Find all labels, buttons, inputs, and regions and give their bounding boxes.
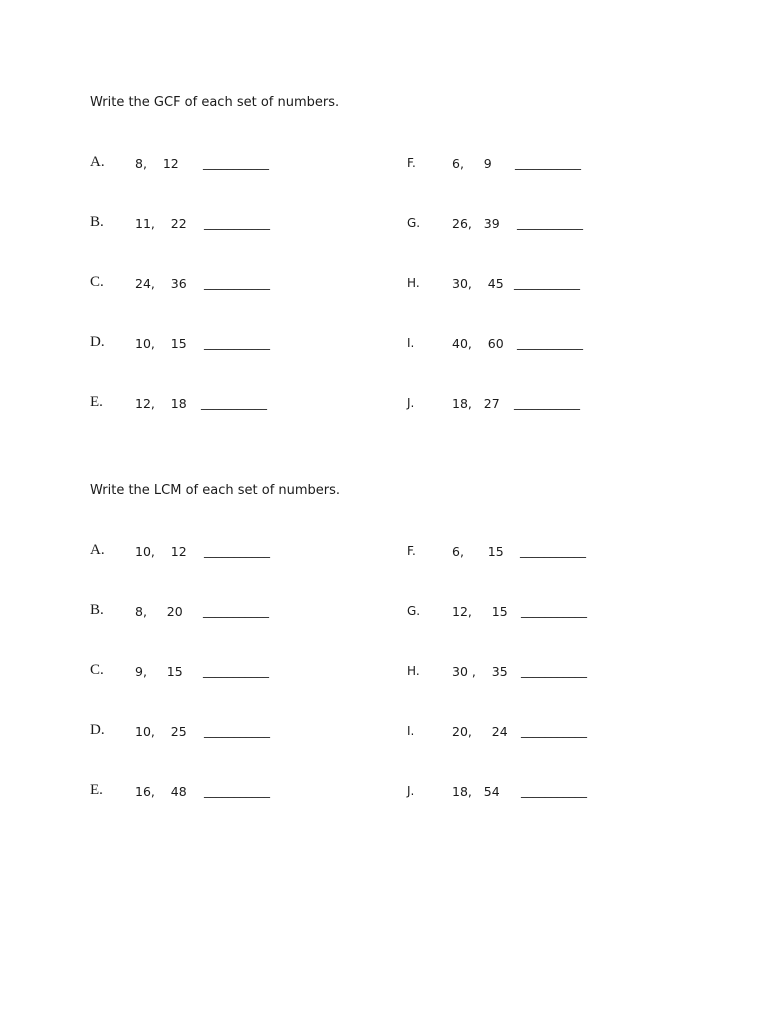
problem-letter: H. (407, 664, 420, 678)
problem-numbers: 8, 20 (135, 604, 183, 619)
problem-numbers: 18, 54 (452, 784, 500, 799)
answer-blank[interactable]: ___________ (521, 604, 587, 618)
problem-letter: J. (407, 784, 415, 798)
problem-numbers: 10, 12 (135, 544, 187, 559)
answer-blank[interactable]: ___________ (517, 216, 583, 230)
problem-letter: B. (90, 602, 104, 618)
problem-numbers: 11, 22 (135, 216, 187, 231)
problem-letter: I. (407, 336, 415, 350)
answer-blank[interactable]: ___________ (201, 396, 267, 410)
answer-blank[interactable]: ___________ (521, 784, 587, 798)
problem-letter: E. (90, 782, 103, 798)
problem-numbers: 12, 18 (135, 396, 187, 411)
answer-blank[interactable]: ___________ (514, 276, 580, 290)
answer-blank[interactable]: ___________ (203, 604, 269, 618)
problem-letter: D. (90, 334, 105, 350)
answer-blank[interactable]: ___________ (520, 544, 586, 558)
problem-numbers: 18, 27 (452, 396, 500, 411)
answer-blank[interactable]: ___________ (521, 664, 587, 678)
answer-blank[interactable]: ___________ (204, 784, 270, 798)
answer-blank[interactable]: ___________ (521, 724, 587, 738)
problem-numbers: 10, 25 (135, 724, 187, 739)
problem-letter: F. (407, 544, 416, 558)
problem-letter: E. (90, 394, 103, 410)
answer-blank[interactable]: ___________ (204, 724, 270, 738)
problem-numbers: 10, 15 (135, 336, 187, 351)
problem-numbers: 16, 48 (135, 784, 187, 799)
problem-numbers: 30, 45 (452, 276, 504, 291)
problem-numbers: 6, 15 (452, 544, 504, 559)
problem-letter: H. (407, 276, 420, 290)
problem-letter: G. (407, 216, 421, 230)
problem-letter: D. (90, 722, 105, 738)
answer-blank[interactable]: ___________ (517, 336, 583, 350)
problem-numbers: 26, 39 (452, 216, 500, 231)
answer-blank[interactable]: ___________ (204, 544, 270, 558)
answer-blank[interactable]: ___________ (204, 336, 270, 350)
problem-letter: C. (90, 274, 104, 290)
problem-numbers: 30 , 35 (452, 664, 508, 679)
problem-letter: F. (407, 156, 416, 170)
problem-numbers: 40, 60 (452, 336, 504, 351)
answer-blank[interactable]: ___________ (515, 156, 581, 170)
problem-letter: A. (90, 542, 105, 558)
problem-letter: G. (407, 604, 421, 618)
problem-numbers: 24, 36 (135, 276, 187, 291)
problem-letter: I. (407, 724, 415, 738)
problem-numbers: 9, 15 (135, 664, 183, 679)
problem-letter: A. (90, 154, 105, 170)
problem-letter: J. (407, 396, 415, 410)
gcf-instruction: Write the GCF of each set of numbers. (90, 95, 340, 110)
answer-blank[interactable]: ___________ (203, 664, 269, 678)
problem-numbers: 8, 12 (135, 156, 179, 171)
answer-blank[interactable]: ___________ (203, 156, 269, 170)
lcm-instruction: Write the LCM of each set of numbers. (90, 483, 341, 498)
problem-numbers: 20, 24 (452, 724, 508, 739)
problem-numbers: 6, 9 (452, 156, 492, 171)
answer-blank[interactable]: ___________ (514, 396, 580, 410)
problem-letter: B. (90, 214, 104, 230)
problem-numbers: 12, 15 (452, 604, 508, 619)
problem-letter: C. (90, 662, 104, 678)
answer-blank[interactable]: ___________ (204, 216, 270, 230)
answer-blank[interactable]: ___________ (204, 276, 270, 290)
